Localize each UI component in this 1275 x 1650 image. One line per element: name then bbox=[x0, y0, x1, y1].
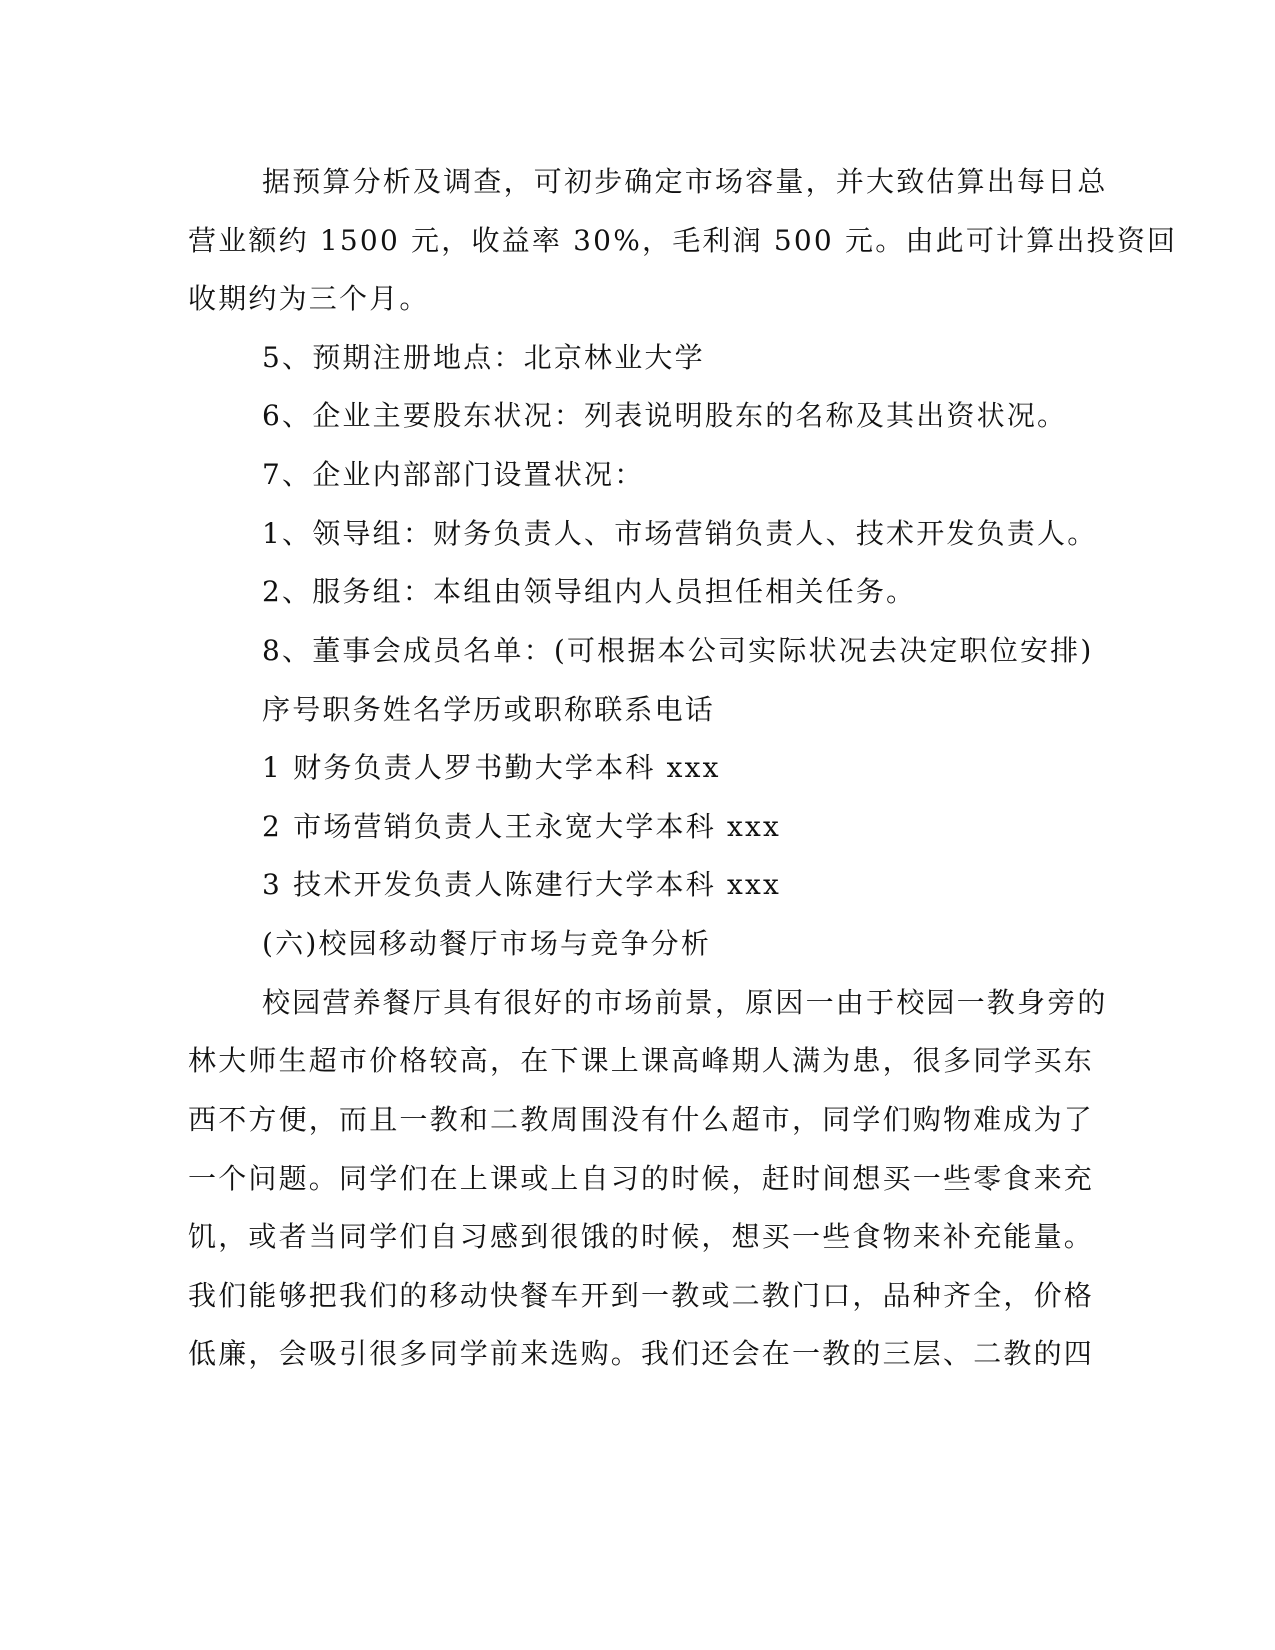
paragraph-line: 西不方便，而且一教和二教周围没有什么超市，同学们购物难成为了 bbox=[188, 1103, 1095, 1136]
table-header-line: 序号职务姓名学历或职称联系电话 bbox=[262, 693, 716, 726]
list-item: 5、预期注册地点：北京林业大学 bbox=[262, 341, 705, 374]
table-row: 3 技术开发负责人陈建行大学本科 xxx bbox=[262, 868, 781, 901]
list-item: 7、企业内部部门设置状况： bbox=[262, 458, 645, 491]
paragraph-line: 饥，或者当同学们自习感到很饿的时候，想买一些食物来补充能量。 bbox=[188, 1220, 1095, 1253]
list-item: 8、董事会成员名单：(可根据本公司实际状况去决定职位安排) bbox=[262, 634, 1094, 667]
paragraph-line: 低廉，会吸引很多同学前来选购。我们还会在一教的三层、二教的四 bbox=[188, 1337, 1095, 1370]
paragraph-line: 一个问题。同学们在上课或上自习的时候，赶时间想买一些零食来充 bbox=[188, 1162, 1095, 1195]
paragraph-line: 据预算分析及调查，可初步确定市场容量，并大致估算出每日总 bbox=[262, 165, 1108, 198]
paragraph-line: 收期约为三个月。 bbox=[188, 282, 430, 315]
table-row: 2 市场营销负责人王永宽大学本科 xxx bbox=[262, 810, 781, 843]
list-item: 1、领导组：财务负责人、市场营销负责人、技术开发负责人。 bbox=[262, 517, 1098, 550]
paragraph-line: 我们能够把我们的移动快餐车开到一教或二教门口，品种齐全，价格 bbox=[188, 1279, 1095, 1312]
list-item: 2、服务组：本组由领导组内人员担任相关任务。 bbox=[262, 575, 917, 608]
paragraph-line: 营业额约 1500 元，收益率 30%，毛利润 500 元。由此可计算出投资回 bbox=[188, 224, 1178, 257]
paragraph-line: 校园营养餐厅具有很好的市场前景，原因一由于校园一教身旁的 bbox=[262, 986, 1108, 1019]
section-heading: (六)校园移动餐厅市场与竞争分析 bbox=[262, 927, 712, 960]
list-item: 6、企业主要股东状况：列表说明股东的名称及其出资状况。 bbox=[262, 399, 1068, 432]
table-row: 1 财务负责人罗书勤大学本科 xxx bbox=[262, 751, 721, 784]
paragraph-line: 林大师生超市价格较高，在下课上课高峰期人满为患，很多同学买东 bbox=[188, 1044, 1095, 1077]
